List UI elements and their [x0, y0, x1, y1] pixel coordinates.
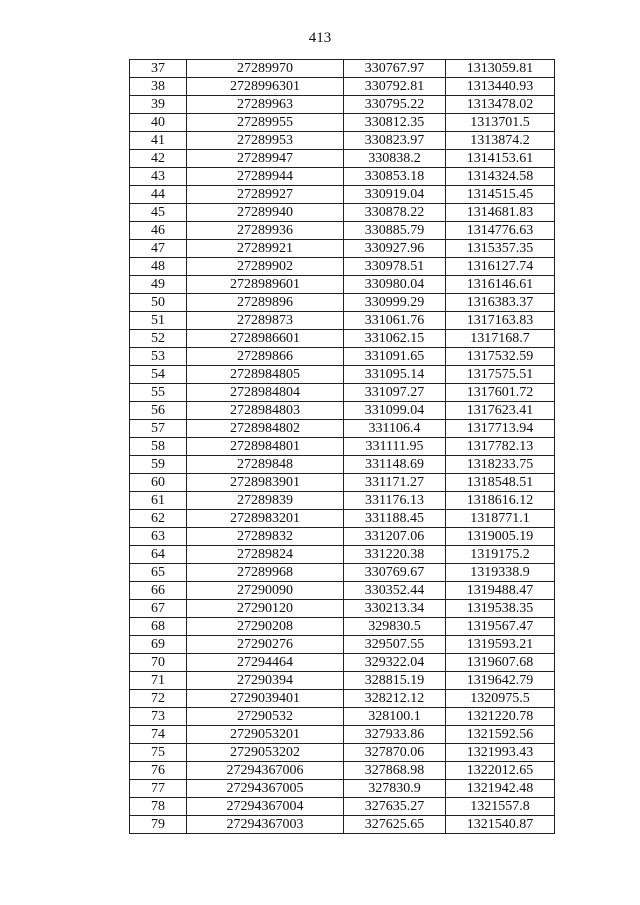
x-coordinate-cell: 327635.27: [344, 798, 446, 816]
table-row: [130, 726, 555, 744]
x-coordinate-cell: 330795.22: [344, 96, 446, 114]
x-coordinate-cell: 331095.14: [344, 366, 446, 384]
point-number-cell: 78: [130, 798, 187, 816]
x-coordinate-cell: 330769.67: [344, 564, 446, 582]
point-number-cell: 42: [130, 150, 187, 168]
y-coordinate-cell: 1318233.75: [446, 456, 555, 474]
y-coordinate-cell: 1315357.35: [446, 240, 555, 258]
point-id-cell: 27290532: [187, 708, 344, 726]
point-number-cell: 67: [130, 600, 187, 618]
point-number-cell: 72: [130, 690, 187, 708]
x-coordinate-cell: 330792.81: [344, 78, 446, 96]
point-number-cell: 77: [130, 780, 187, 798]
table-row: [130, 348, 555, 366]
point-number-cell: 52: [130, 330, 187, 348]
x-coordinate-cell: 331171.27: [344, 474, 446, 492]
point-id-cell: 2729039401: [187, 690, 344, 708]
table-row: [130, 456, 555, 474]
point-id-cell: 27294464: [187, 654, 344, 672]
point-number-cell: 50: [130, 294, 187, 312]
table-row: [130, 690, 555, 708]
point-number-cell: 64: [130, 546, 187, 564]
point-id-cell: 27289896: [187, 294, 344, 312]
y-coordinate-cell: 1319488.47: [446, 582, 555, 600]
point-id-cell: 27289902: [187, 258, 344, 276]
y-coordinate-cell: 1319642.79: [446, 672, 555, 690]
point-id-cell: 27289953: [187, 132, 344, 150]
table-row: [130, 654, 555, 672]
point-id-cell: 27289839: [187, 492, 344, 510]
point-id-cell: 27290276: [187, 636, 344, 654]
x-coordinate-cell: 328815.19: [344, 672, 446, 690]
point-id-cell: 2728983901: [187, 474, 344, 492]
table-row: [130, 780, 555, 798]
point-number-cell: 62: [130, 510, 187, 528]
x-coordinate-cell: 331061.76: [344, 312, 446, 330]
point-id-cell: 27289944: [187, 168, 344, 186]
table-row: [130, 474, 555, 492]
point-id-cell: 27290208: [187, 618, 344, 636]
x-coordinate-cell: 331207.06: [344, 528, 446, 546]
y-coordinate-cell: 1319338.9: [446, 564, 555, 582]
point-number-cell: 58: [130, 438, 187, 456]
x-coordinate-cell: 330919.04: [344, 186, 446, 204]
point-number-cell: 65: [130, 564, 187, 582]
table-row: [130, 168, 555, 186]
point-number-cell: 63: [130, 528, 187, 546]
table-row: [130, 636, 555, 654]
point-number-cell: 59: [130, 456, 187, 474]
point-number-cell: 37: [130, 60, 187, 78]
table-row: [130, 186, 555, 204]
y-coordinate-cell: 1319005.19: [446, 528, 555, 546]
table-row: [130, 330, 555, 348]
table-row: [130, 222, 555, 240]
point-id-cell: 27289955: [187, 114, 344, 132]
y-coordinate-cell: 1313874.2: [446, 132, 555, 150]
x-coordinate-cell: 331220.38: [344, 546, 446, 564]
y-coordinate-cell: 1319607.68: [446, 654, 555, 672]
table-row: [130, 762, 555, 780]
point-number-cell: 49: [130, 276, 187, 294]
table-row: [130, 564, 555, 582]
point-id-cell: 2728986601: [187, 330, 344, 348]
y-coordinate-cell: 1319567.47: [446, 618, 555, 636]
y-coordinate-cell: 1321220.78: [446, 708, 555, 726]
y-coordinate-cell: 1316146.61: [446, 276, 555, 294]
table-row: [130, 204, 555, 222]
x-coordinate-cell: 330878.22: [344, 204, 446, 222]
y-coordinate-cell: 1317532.59: [446, 348, 555, 366]
point-id-cell: 27289940: [187, 204, 344, 222]
point-id-cell: 27289873: [187, 312, 344, 330]
point-number-cell: 79: [130, 816, 187, 834]
x-coordinate-cell: 330999.29: [344, 294, 446, 312]
table-row: [130, 420, 555, 438]
point-number-cell: 46: [130, 222, 187, 240]
point-number-cell: 54: [130, 366, 187, 384]
table-row: [130, 528, 555, 546]
y-coordinate-cell: 1317601.72: [446, 384, 555, 402]
point-number-cell: 45: [130, 204, 187, 222]
x-coordinate-cell: 330352.44: [344, 582, 446, 600]
table-row: [130, 510, 555, 528]
point-id-cell: 27294367006: [187, 762, 344, 780]
table-row: [130, 312, 555, 330]
table-row: [130, 672, 555, 690]
x-coordinate-cell: 330213.34: [344, 600, 446, 618]
x-coordinate-cell: 331148.69: [344, 456, 446, 474]
x-coordinate-cell: 331188.45: [344, 510, 446, 528]
x-coordinate-cell: 330885.79: [344, 222, 446, 240]
point-id-cell: 27289936: [187, 222, 344, 240]
point-number-cell: 75: [130, 744, 187, 762]
point-id-cell: 2729053202: [187, 744, 344, 762]
table-body: [130, 60, 555, 834]
x-coordinate-cell: 330767.97: [344, 60, 446, 78]
x-coordinate-cell: 327933.86: [344, 726, 446, 744]
point-number-cell: 68: [130, 618, 187, 636]
y-coordinate-cell: 1317168.7: [446, 330, 555, 348]
table-row: [130, 618, 555, 636]
x-coordinate-cell: 330980.04: [344, 276, 446, 294]
x-coordinate-cell: 330812.35: [344, 114, 446, 132]
table-row: [130, 384, 555, 402]
point-number-cell: 51: [130, 312, 187, 330]
y-coordinate-cell: 1321993.43: [446, 744, 555, 762]
point-number-cell: 44: [130, 186, 187, 204]
point-id-cell: 27290394: [187, 672, 344, 690]
table-row: [130, 78, 555, 96]
point-number-cell: 38: [130, 78, 187, 96]
y-coordinate-cell: 1318616.12: [446, 492, 555, 510]
point-id-cell: 27289947: [187, 150, 344, 168]
x-coordinate-cell: 328212.12: [344, 690, 446, 708]
point-id-cell: 2728984803: [187, 402, 344, 420]
point-number-cell: 74: [130, 726, 187, 744]
point-number-cell: 47: [130, 240, 187, 258]
x-coordinate-cell: 330978.51: [344, 258, 446, 276]
y-coordinate-cell: 1314153.61: [446, 150, 555, 168]
x-coordinate-cell: 331091.65: [344, 348, 446, 366]
y-coordinate-cell: 1316383.37: [446, 294, 555, 312]
point-id-cell: 27289970: [187, 60, 344, 78]
table-row: [130, 798, 555, 816]
y-coordinate-cell: 1319538.35: [446, 600, 555, 618]
point-id-cell: 2728996301: [187, 78, 344, 96]
y-coordinate-cell: 1317575.51: [446, 366, 555, 384]
y-coordinate-cell: 1318771.1: [446, 510, 555, 528]
point-number-cell: 76: [130, 762, 187, 780]
point-id-cell: 27294367004: [187, 798, 344, 816]
y-coordinate-cell: 1317713.94: [446, 420, 555, 438]
table-row: [130, 438, 555, 456]
table-row: [130, 744, 555, 762]
x-coordinate-cell: 328100.1: [344, 708, 446, 726]
x-coordinate-cell: 330927.96: [344, 240, 446, 258]
point-number-cell: 61: [130, 492, 187, 510]
point-number-cell: 73: [130, 708, 187, 726]
point-id-cell: 27289848: [187, 456, 344, 474]
point-number-cell: 53: [130, 348, 187, 366]
y-coordinate-cell: 1313059.81: [446, 60, 555, 78]
table-row: [130, 546, 555, 564]
x-coordinate-cell: 329830.5: [344, 618, 446, 636]
x-coordinate-cell: 331176.13: [344, 492, 446, 510]
y-coordinate-cell: 1317623.41: [446, 402, 555, 420]
x-coordinate-cell: 327870.06: [344, 744, 446, 762]
table-row: [130, 492, 555, 510]
table-row: [130, 258, 555, 276]
point-id-cell: 27289927: [187, 186, 344, 204]
x-coordinate-cell: 329507.55: [344, 636, 446, 654]
point-number-cell: 55: [130, 384, 187, 402]
x-coordinate-cell: 330823.97: [344, 132, 446, 150]
x-coordinate-cell: 331111.95: [344, 438, 446, 456]
table-row: [130, 600, 555, 618]
y-coordinate-cell: 1319593.21: [446, 636, 555, 654]
x-coordinate-cell: 331097.27: [344, 384, 446, 402]
point-number-cell: 56: [130, 402, 187, 420]
point-id-cell: 2728989601: [187, 276, 344, 294]
y-coordinate-cell: 1314324.58: [446, 168, 555, 186]
y-coordinate-cell: 1313440.93: [446, 78, 555, 96]
point-id-cell: 27289963: [187, 96, 344, 114]
x-coordinate-cell: 327868.98: [344, 762, 446, 780]
coordinates-table: [129, 59, 555, 834]
y-coordinate-cell: 1320975.5: [446, 690, 555, 708]
y-coordinate-cell: 1319175.2: [446, 546, 555, 564]
point-number-cell: 60: [130, 474, 187, 492]
x-coordinate-cell: 329322.04: [344, 654, 446, 672]
table-row: [130, 150, 555, 168]
y-coordinate-cell: 1321942.48: [446, 780, 555, 798]
y-coordinate-cell: 1321557.8: [446, 798, 555, 816]
x-coordinate-cell: 330838.2: [344, 150, 446, 168]
point-id-cell: 2728983201: [187, 510, 344, 528]
x-coordinate-cell: 327625.65: [344, 816, 446, 834]
point-number-cell: 71: [130, 672, 187, 690]
table-row: [130, 366, 555, 384]
point-id-cell: 27294367005: [187, 780, 344, 798]
point-id-cell: 2728984802: [187, 420, 344, 438]
point-number-cell: 43: [130, 168, 187, 186]
table-row: [130, 294, 555, 312]
table-row: [130, 114, 555, 132]
point-id-cell: 27289866: [187, 348, 344, 366]
point-number-cell: 40: [130, 114, 187, 132]
y-coordinate-cell: 1313701.5: [446, 114, 555, 132]
table-row: [130, 816, 555, 834]
table-row: [130, 240, 555, 258]
point-id-cell: 2728984801: [187, 438, 344, 456]
point-id-cell: 27290120: [187, 600, 344, 618]
x-coordinate-cell: 327830.9: [344, 780, 446, 798]
table-row: [130, 276, 555, 294]
point-number-cell: 39: [130, 96, 187, 114]
point-id-cell: 27289921: [187, 240, 344, 258]
point-id-cell: 2729053201: [187, 726, 344, 744]
y-coordinate-cell: 1321592.56: [446, 726, 555, 744]
x-coordinate-cell: 331099.04: [344, 402, 446, 420]
y-coordinate-cell: 1318548.51: [446, 474, 555, 492]
table-row: [130, 402, 555, 420]
y-coordinate-cell: 1321540.87: [446, 816, 555, 834]
point-id-cell: 2728984804: [187, 384, 344, 402]
table-row: [130, 96, 555, 114]
point-id-cell: 2728984805: [187, 366, 344, 384]
y-coordinate-cell: 1317163.83: [446, 312, 555, 330]
point-number-cell: 48: [130, 258, 187, 276]
table-row: [130, 60, 555, 78]
point-id-cell: 27289968: [187, 564, 344, 582]
point-id-cell: 27290090: [187, 582, 344, 600]
table-row: [130, 582, 555, 600]
y-coordinate-cell: 1314776.63: [446, 222, 555, 240]
point-id-cell: 27289832: [187, 528, 344, 546]
point-id-cell: 27289824: [187, 546, 344, 564]
point-number-cell: 70: [130, 654, 187, 672]
y-coordinate-cell: 1314515.45: [446, 186, 555, 204]
x-coordinate-cell: 330853.18: [344, 168, 446, 186]
table-row: [130, 132, 555, 150]
y-coordinate-cell: 1313478.02: [446, 96, 555, 114]
table-row: [130, 708, 555, 726]
x-coordinate-cell: 331062.15: [344, 330, 446, 348]
point-number-cell: 66: [130, 582, 187, 600]
page-number: 413: [308, 30, 332, 46]
x-coordinate-cell: 331106.4: [344, 420, 446, 438]
point-number-cell: 41: [130, 132, 187, 150]
y-coordinate-cell: 1316127.74: [446, 258, 555, 276]
point-id-cell: 27294367003: [187, 816, 344, 834]
y-coordinate-cell: 1322012.65: [446, 762, 555, 780]
point-number-cell: 57: [130, 420, 187, 438]
point-number-cell: 69: [130, 636, 187, 654]
y-coordinate-cell: 1314681.83: [446, 204, 555, 222]
y-coordinate-cell: 1317782.13: [446, 438, 555, 456]
